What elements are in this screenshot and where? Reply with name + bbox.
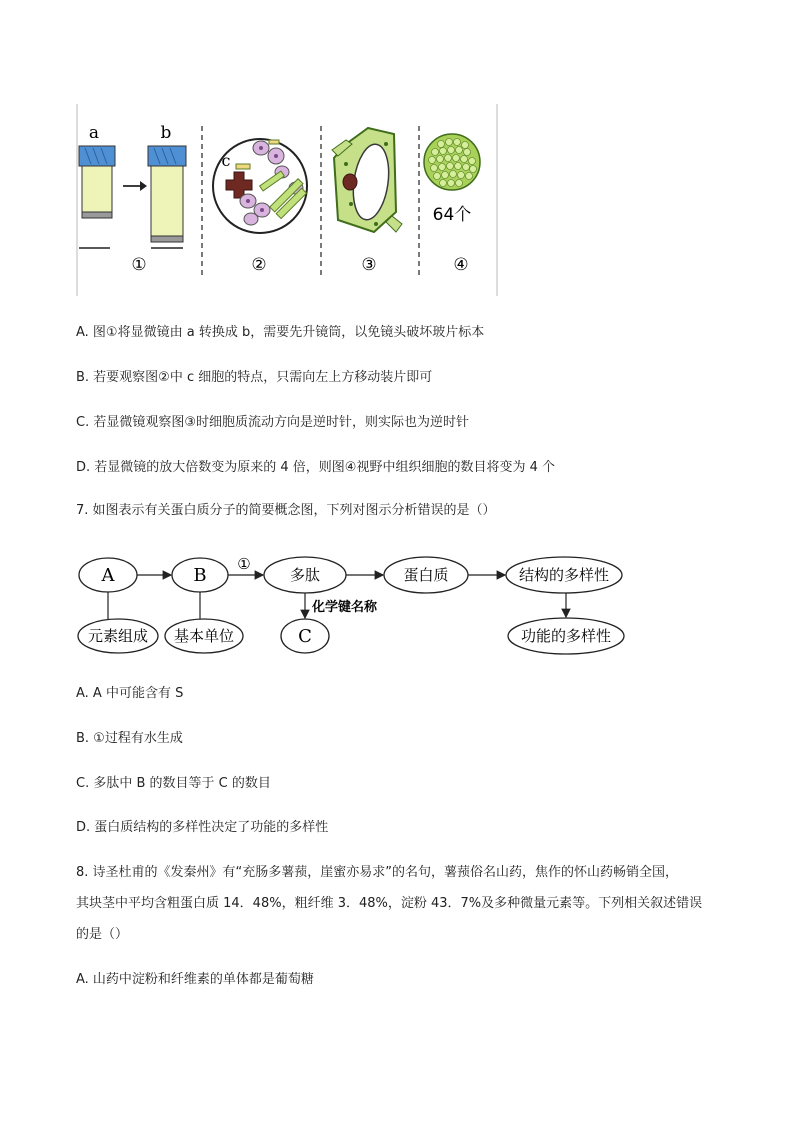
dense-cell-view [424,134,480,190]
panel-label-2: ② [251,255,267,275]
q8-stem-line1: 8. 诗圣杜甫的《发秦州》有“充肠多薯蓣，崖蜜亦易求”的名句，薯蓣俗名山药，焦作的怀山药畅销全国， [76,865,679,880]
protein-concept-map [76,550,636,660]
node-c-label: C [298,626,312,647]
node-unit-label: 基本单位 [173,627,235,645]
node-a-label: A [101,565,115,586]
q6-option-d: D. 若显微镜的放大倍数变为原来的 4 倍，则图④视野中组织细胞的数目将变为 4 个 [76,460,556,475]
plant-cell [332,128,402,232]
q6-option-c: C. 若显微镜观察图③时细胞质流动方向是逆时针，则实际也为逆时针 [76,415,469,430]
q7-option-c: C. 多肽中 B 的数目等于 C 的数目 [76,776,271,791]
arrow-icon [123,181,147,191]
node-structure-label: 结构的多样性 [518,566,610,584]
q6-option-b: B. 若要观察图②中 c 细胞的特点，只需向左上方移动装片即可 [76,370,433,385]
node-function-label: 功能的多样性 [520,627,612,645]
q8-stem-line2: 其块茎中平均含粗蛋白质 14．48%，粗纤维 3．48%，淀粉 43．7%及多种微量元素等。下列相关叙述错误 [76,896,703,911]
label-b: b [160,123,172,143]
objective-lens-b [148,146,186,248]
node-protein-label: 蛋白质 [403,566,449,584]
objective-lens-a [79,146,115,248]
microscope-figure [76,104,500,298]
q7-stem: 7. 如图表示有关蛋白质分子的简要概念图，下列对图示分析错误的是（） [76,503,496,518]
node-b-label: B [193,565,207,586]
label-c: c [221,151,231,170]
node-polypeptide-label: 多肽 [289,566,321,584]
q7-option-b: B. ①过程有水生成 [76,731,183,746]
q8-stem-line3: 的是（） [76,927,129,942]
panel-label-3: ③ [361,255,377,275]
q7-option-d: D. 蛋白质结构的多样性决定了功能的多样性 [76,820,329,835]
bond-label: 化学键名称 [312,600,378,615]
q7-option-a: A. A 中可能含有 S [76,686,184,701]
panel-label-1: ① [131,255,147,275]
label-a: a [88,123,100,143]
node-element-label: 元素组成 [87,627,149,645]
q6-option-a: A. 图①将显微镜由 a 转换成 b，需要先升镜筒，以免镜头破坏玻片标本 [76,325,485,340]
q8-option-a: A. 山药中淀粉和纤维素的单体都是葡萄糖 [76,972,314,987]
panel-label-4: ④ [453,255,469,275]
cell-count-label: 64个 [432,205,472,225]
process-label: ① [237,555,251,573]
